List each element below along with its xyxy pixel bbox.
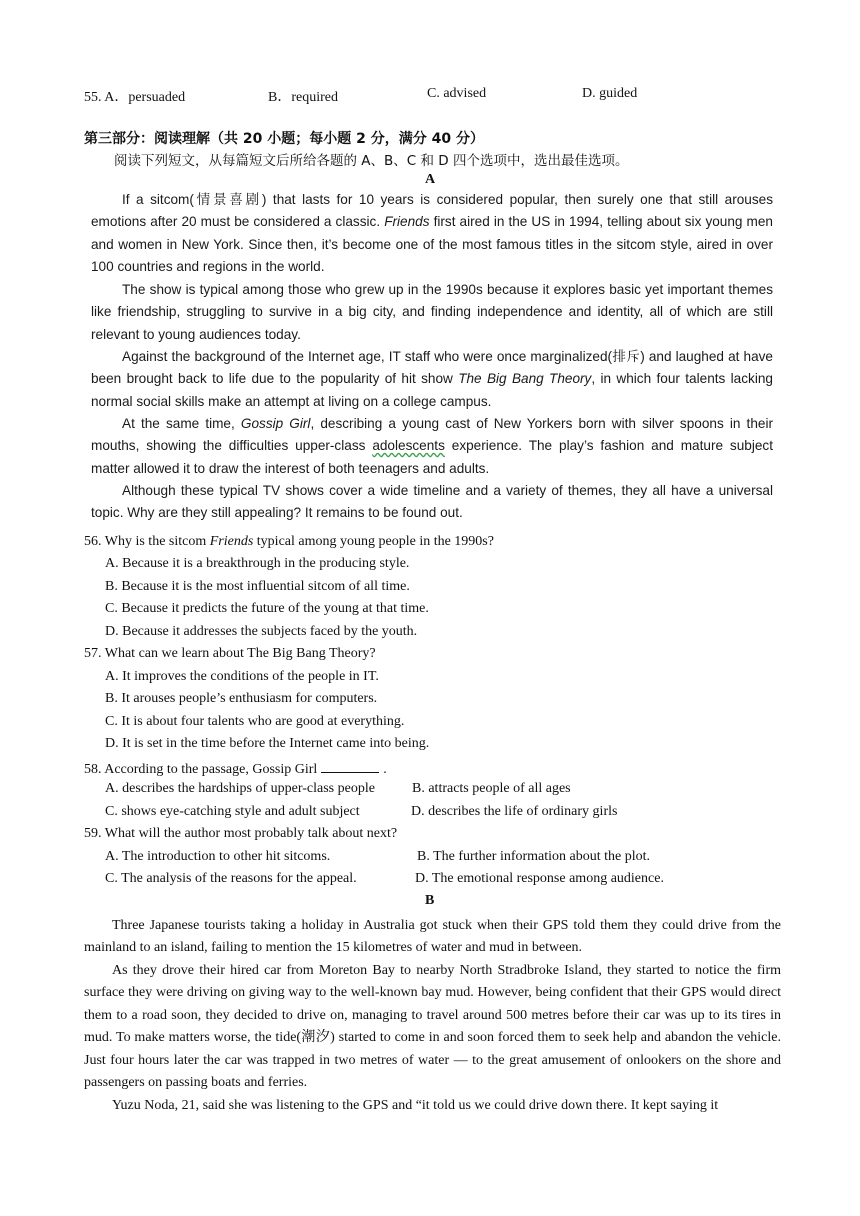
question-58-option-a: A. describes the hardships of upper-class people (105, 781, 375, 796)
passage-a-label: A (425, 172, 436, 187)
question-59-option-a: A. The introduction to other hit sitcoms. (105, 849, 331, 864)
passage-b-label: B (425, 893, 435, 908)
question-58-option-b: B. attracts people of all ages (412, 781, 571, 796)
question-56-option-b: B. Because it is the most influential sitcom of all time. (105, 579, 410, 594)
question-57-option-b: B. It arouses people’s enthusiasm for computers. (105, 691, 378, 706)
question-56-option-a: A. Because it is a breakthrough in the producing style. (105, 556, 410, 571)
q55-option-b: B．required (268, 90, 338, 105)
q55-option-d: D. guided (582, 86, 638, 101)
question-59-stem: 59. What will the author most probably talk about next? (84, 826, 398, 841)
question-56-option-d: D. Because it addresses the subjects faced by the youth. (105, 624, 418, 639)
passage-a-paragraph-4: At the same time, Gossip Girl, describing a young cast of New Yorkers born with silver spoons in their mouths, showing the difficulties upper-class adolescents experience. The play’s fashion and mature subject matter allowed it to draw the interest of both teenagers and adults. (91, 416, 773, 476)
question-58-stem: 58. According to the passage, Gossip Girl . (84, 759, 387, 778)
question-58-option-c: C. shows eye-catching style and adult subject (105, 804, 360, 819)
question-59-option-b: B. The further information about the plot. (417, 849, 651, 864)
question-56-option-c: C. Because it predicts the future of the young at that time. (105, 601, 429, 616)
question-57-option-d: D. It is set in the time before the Internet came into being. (105, 736, 430, 751)
passage-b-paragraph-1: Three Japanese tourists taking a holiday in Australia got stuck when their GPS told them they could drive from the mainland to an island, failing to mention the 15 kilometres of water and mud in between. (84, 918, 781, 956)
passage-a-paragraph-1: If a sitcom(情景喜剧) that lasts for 10 years is considered popular, then surely one that still arouses emotions after 20 must be considered a classic. Friends first aired in the US in 1994, telling about six young men and women in New York. Since then, it’s become one of the most famous titles in the sitcom style, aired in over 100 countries and regions in the world. (91, 192, 773, 274)
question-57-stem: 57. What can we learn about The Big Bang Theory? (84, 646, 376, 661)
passage-b-paragraph-3: Yuzu Noda, 21, said she was listening to the GPS and “it told us we could drive down there. It kept saying it (112, 1098, 719, 1113)
question-57-option-c: C. It is about four talents who are good at everything. (105, 714, 405, 729)
question-59-option-d: D. The emotional response among audience. (415, 871, 664, 886)
passage-a-paragraph-2: The show is typical among those who grew up in the 1990s because it explores basic yet important themes like friendship, struggling to survive in a big city, and finding independence and identity, all of which are still relevant to young audiences today. (91, 282, 773, 342)
passage-a-paragraph-3: Against the background of the Internet age, IT staff who were once marginalized(排斥) and laughed at have been brought back to life due to the popularity of hit show The Big Bang Theory, in which four talents lacking normal social skills make an attempt at living on a college campus. (91, 349, 773, 409)
question-57-option-a: A. It improves the conditions of the people in IT. (105, 669, 379, 684)
passage-b-paragraph-2: As they drove their hired car from Moreton Bay to nearby North Stradbroke Island, they started to notice the firm surface they were driving on giving way to the well-known bay mud. However, being confident that their GPS would direct them to a road soon, they decided to drive on, managing to travel around 500 metres before their car was up to its tires in mud. To make matters worse, the tide(潮汐) started to come in and soon forced them to seek help and abandon the vehicle. Just four hours later the car was trapped in two metres of water — to the great amusement of onlookers on the shore and passengers on passing boats and ferries. (84, 963, 781, 1091)
question-58-option-d: D. describes the life of ordinary girls (411, 804, 618, 819)
passage-a-paragraph-5: Although these typical TV shows cover a wide timeline and a variety of themes, they all have a universal topic. Why are they still appealing? It remains to be found out. (91, 483, 773, 521)
section-title: 第三部分：阅读理解（共 20 小题；每小题 2 分，满分 40 分） (84, 131, 484, 147)
q55-option-c: C. advised (427, 86, 487, 101)
question-56-stem: 56. Why is the sitcom Friends typical among young people in the 1990s? (84, 534, 494, 549)
section-instruction: 阅读下列短文，从每篇短文后所给各题的 A、B、C 和 D 四个选项中，选出最佳选项。 (114, 153, 629, 169)
q55-option-a: 55. A．persuaded (84, 90, 186, 105)
question-59-option-c: C. The analysis of the reasons for the appeal. (105, 871, 357, 886)
answer-blank (321, 759, 379, 773)
